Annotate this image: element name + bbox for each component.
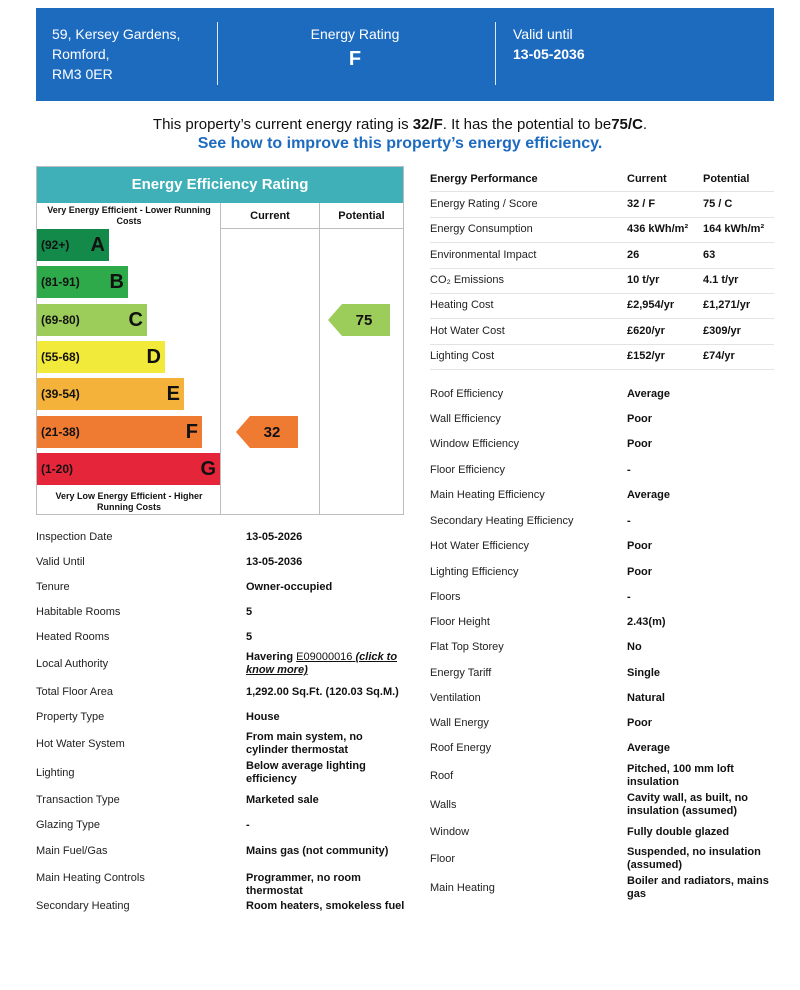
- detail-value-text: 5: [246, 606, 253, 618]
- summary-text: .: [642, 116, 648, 133]
- detail-value: [246, 651, 406, 677]
- feature-label: Floor Efficiency: [430, 464, 505, 476]
- local-authority-code-link[interactable]: E09000016: [296, 651, 353, 663]
- detail-label: Habitable Rooms: [36, 606, 121, 618]
- energy-rating-value: F: [348, 48, 362, 70]
- detail-label: Valid Until: [36, 556, 85, 568]
- feature-value: Natural: [627, 692, 665, 704]
- performance-label: CO₂ Emissions: [430, 273, 504, 286]
- table-divider: [430, 242, 774, 243]
- performance-label: Environmental Impact: [430, 248, 537, 261]
- detail-label: Total Floor Area: [36, 686, 114, 698]
- detail-label: Inspection Date: [36, 531, 113, 543]
- detail-value-text: 1,292.00 Sq.Ft. (120.03 Sq.M.): [246, 686, 399, 698]
- rating-band-e: [37, 378, 184, 410]
- feature-value: Cavity wall, as built, no insulation (assumed): [627, 792, 749, 817]
- performance-current: £620/yr: [627, 324, 665, 337]
- performance-header: Current: [627, 173, 667, 185]
- detail-label: Main Heating Controls: [36, 872, 145, 884]
- detail-value: [246, 686, 406, 699]
- current-column-header: Current: [220, 203, 319, 229]
- performance-current: £152/yr: [627, 349, 665, 362]
- feature-label: Flat Top Storey: [430, 641, 504, 653]
- detail-value-text: Room heaters, smokeless fuel: [246, 900, 405, 912]
- feature-label: Floor Height: [430, 616, 490, 628]
- valid-until-block: [513, 26, 585, 119]
- table-divider: [430, 369, 774, 370]
- band-range: (92+): [41, 238, 70, 252]
- detail-value-text: House: [246, 711, 280, 723]
- feature-label: Energy Tariff: [430, 667, 492, 679]
- detail-label: Transaction Type: [36, 794, 120, 806]
- detail-label: Property Type: [36, 711, 105, 723]
- feature-value: Poor: [627, 540, 653, 552]
- band-letter: B: [109, 271, 124, 294]
- summary-text: . It has the potential to be: [442, 116, 612, 133]
- band-letter: C: [128, 308, 143, 331]
- performance-current: 436 kWh/m²: [627, 223, 689, 236]
- detail-value: [246, 794, 406, 807]
- summary-text: This property’s current energy rating is: [152, 116, 413, 133]
- address-line-1: 59, Kersey Gardens,: [52, 26, 181, 42]
- performance-potential: 63: [703, 248, 716, 261]
- feature-value: -: [627, 464, 631, 476]
- feature-label: Roof: [430, 770, 454, 782]
- property-address: [52, 24, 180, 117]
- detail-label: Main Fuel/Gas: [36, 845, 108, 857]
- feature-label: Lighting Efficiency: [430, 566, 519, 578]
- potential-rating-arrow: [328, 304, 390, 336]
- table-divider: [430, 268, 774, 269]
- current-rating-arrow: [236, 416, 298, 448]
- detail-value: [246, 606, 406, 619]
- band-range: (81-91): [41, 275, 80, 290]
- feature-value: Average: [627, 388, 671, 400]
- feature-value: Poor: [627, 717, 653, 729]
- detail-value-text: Marketed sale: [246, 794, 319, 806]
- feature-label: Floors: [430, 591, 461, 603]
- band-letter: E: [166, 383, 180, 406]
- detail-value-text: 5: [246, 631, 253, 643]
- current-column: [220, 203, 221, 514]
- band-letter: F: [185, 420, 198, 443]
- property-header: [36, 8, 774, 101]
- band-range: (21-38): [41, 424, 80, 439]
- rating-summary: [0, 116, 800, 133]
- detail-value-text: 13-05-2036: [246, 556, 303, 568]
- performance-current: 10 t/yr: [627, 273, 660, 286]
- chart-top-label: Very Energy Efficient - Lower Running Costs: [47, 205, 211, 226]
- detail-value: [246, 845, 406, 858]
- detail-label: Tenure: [36, 581, 70, 593]
- feature-value: Average: [627, 742, 671, 754]
- detail-value: [246, 581, 406, 594]
- feature-label: Secondary Heating Efficiency: [430, 515, 574, 527]
- detail-value: [246, 872, 406, 898]
- detail-value-text: Below average lighting efficiency: [246, 760, 366, 785]
- performance-potential: 164 kWh/m²: [703, 223, 765, 236]
- detail-value-text: -: [246, 819, 250, 831]
- detail-value-text: Programmer, no room thermostat: [246, 872, 361, 897]
- detail-value: [246, 531, 406, 544]
- performance-label: Lighting Cost: [430, 349, 495, 362]
- feature-value: Average: [627, 489, 671, 501]
- summary-current: 32/F: [412, 116, 443, 133]
- rating-band-d: [37, 341, 165, 373]
- detail-value-text: Havering: [246, 651, 297, 663]
- address-line-2: Romford,: [52, 46, 110, 62]
- feature-value: Poor: [627, 413, 653, 425]
- chart-title: Energy Efficiency Rating: [37, 167, 403, 203]
- detail-value: [246, 711, 406, 724]
- detail-label: Hot Water System: [36, 738, 125, 750]
- feature-label: Wall Energy: [430, 717, 489, 729]
- detail-value: [246, 556, 406, 569]
- performance-potential: 75 / C: [703, 198, 733, 210]
- table-divider: [430, 191, 774, 192]
- performance-potential: 4.1 t/yr: [703, 273, 739, 286]
- feature-label: Roof Efficiency: [430, 388, 504, 400]
- detail-value-text: From main system, no cylinder thermostat: [246, 731, 363, 756]
- table-divider: [430, 344, 774, 345]
- performance-label: Heating Cost: [430, 299, 494, 312]
- detail-value: [246, 731, 406, 757]
- feature-label: Main Heating: [430, 882, 495, 894]
- current-rating-value: 32: [263, 423, 281, 441]
- band-range: (39-54): [41, 387, 80, 402]
- header-divider: [495, 22, 496, 85]
- feature-value: Single: [627, 667, 661, 679]
- performance-label: Hot Water Cost: [430, 324, 505, 337]
- click-to-know-more-link[interactable]: (click to know more): [246, 651, 398, 676]
- feature-value: Poor: [627, 438, 653, 450]
- potential-rating-value: 75: [355, 311, 373, 329]
- performance-current: 26: [627, 248, 640, 261]
- feature-label: Ventilation: [430, 692, 481, 704]
- rating-band-f: [37, 416, 202, 448]
- performance-header: Energy Performance: [430, 173, 538, 185]
- table-divider: [430, 318, 774, 319]
- detail-label: Local Authority: [36, 658, 109, 670]
- rating-band-a: [37, 229, 109, 261]
- rating-band-g: [37, 453, 220, 485]
- feature-label: Window: [430, 826, 470, 838]
- feature-value: Boiler and radiators, mains gas: [627, 875, 769, 900]
- band-range: (1-20): [41, 461, 74, 476]
- feature-label: Roof Energy: [430, 742, 492, 754]
- feature-label: Floor: [430, 853, 456, 865]
- band-letter: D: [146, 345, 161, 368]
- feature-value: Fully double glazed: [627, 826, 730, 838]
- valid-until-value: 13-05-2036: [513, 46, 585, 62]
- detail-value: [246, 631, 406, 644]
- performance-header: Potential: [703, 173, 750, 185]
- band-range: (69-80): [41, 312, 80, 327]
- performance-current: 32 / F: [627, 198, 656, 210]
- performance-current: £2,954/yr: [627, 299, 675, 312]
- band-letter: G: [200, 457, 216, 480]
- improve-efficiency-link[interactable]: See how to improve this property’s energy efficiency.: [197, 135, 603, 152]
- feature-value: Suspended, no insulation (assumed): [627, 846, 761, 871]
- rating-band-c: [37, 304, 147, 336]
- detail-label: Glazing Type: [36, 819, 101, 831]
- detail-value-text: Mains gas (not community): [246, 845, 389, 857]
- potential-column-header: Potential: [319, 203, 403, 229]
- feature-value: Poor: [627, 566, 653, 578]
- detail-value-text: Owner-occupied: [246, 581, 333, 593]
- feature-label: Walls: [430, 799, 457, 811]
- feature-label: Main Heating Efficiency: [430, 489, 545, 501]
- performance-potential: £309/yr: [703, 324, 741, 337]
- detail-value: [246, 900, 406, 913]
- feature-value: 2.43(m): [627, 616, 666, 628]
- performance-label: Energy Consumption: [430, 223, 533, 236]
- energy-rating-block: [216, 26, 494, 119]
- band-letter: A: [90, 234, 105, 256]
- address-line-3: RM3 0ER: [52, 66, 113, 82]
- band-range: (55-68): [41, 349, 80, 364]
- performance-potential: £1,271/yr: [703, 299, 751, 312]
- table-divider: [430, 217, 774, 218]
- feature-label: Window Efficiency: [430, 438, 520, 450]
- feature-value: -: [627, 515, 631, 527]
- feature-label: Wall Efficiency: [430, 413, 501, 425]
- performance-potential: £74/yr: [703, 349, 735, 362]
- performance-label: Energy Rating / Score: [430, 198, 538, 210]
- detail-value: [246, 760, 406, 786]
- detail-label: Secondary Heating: [36, 900, 130, 912]
- detail-label: Heated Rooms: [36, 631, 110, 643]
- energy-efficiency-chart: [36, 166, 404, 515]
- feature-value: No: [627, 641, 642, 653]
- valid-until-label: Valid until: [513, 26, 573, 42]
- feature-value: -: [627, 591, 631, 603]
- feature-label: Hot Water Efficiency: [430, 540, 530, 552]
- detail-value: [246, 819, 406, 832]
- rating-band-b: [37, 266, 128, 298]
- summary-potential: 75/C: [611, 116, 643, 133]
- feature-value: Pitched, 100 mm loft insulation: [627, 763, 734, 788]
- table-divider: [430, 293, 774, 294]
- detail-value-text: 13-05-2026: [246, 531, 303, 543]
- potential-column: [319, 203, 320, 514]
- chart-bottom-label: Very Low Energy Efficient - Higher Running Costs: [55, 491, 203, 512]
- energy-rating-label: Energy Rating: [310, 26, 400, 42]
- detail-label: Lighting: [36, 767, 75, 779]
